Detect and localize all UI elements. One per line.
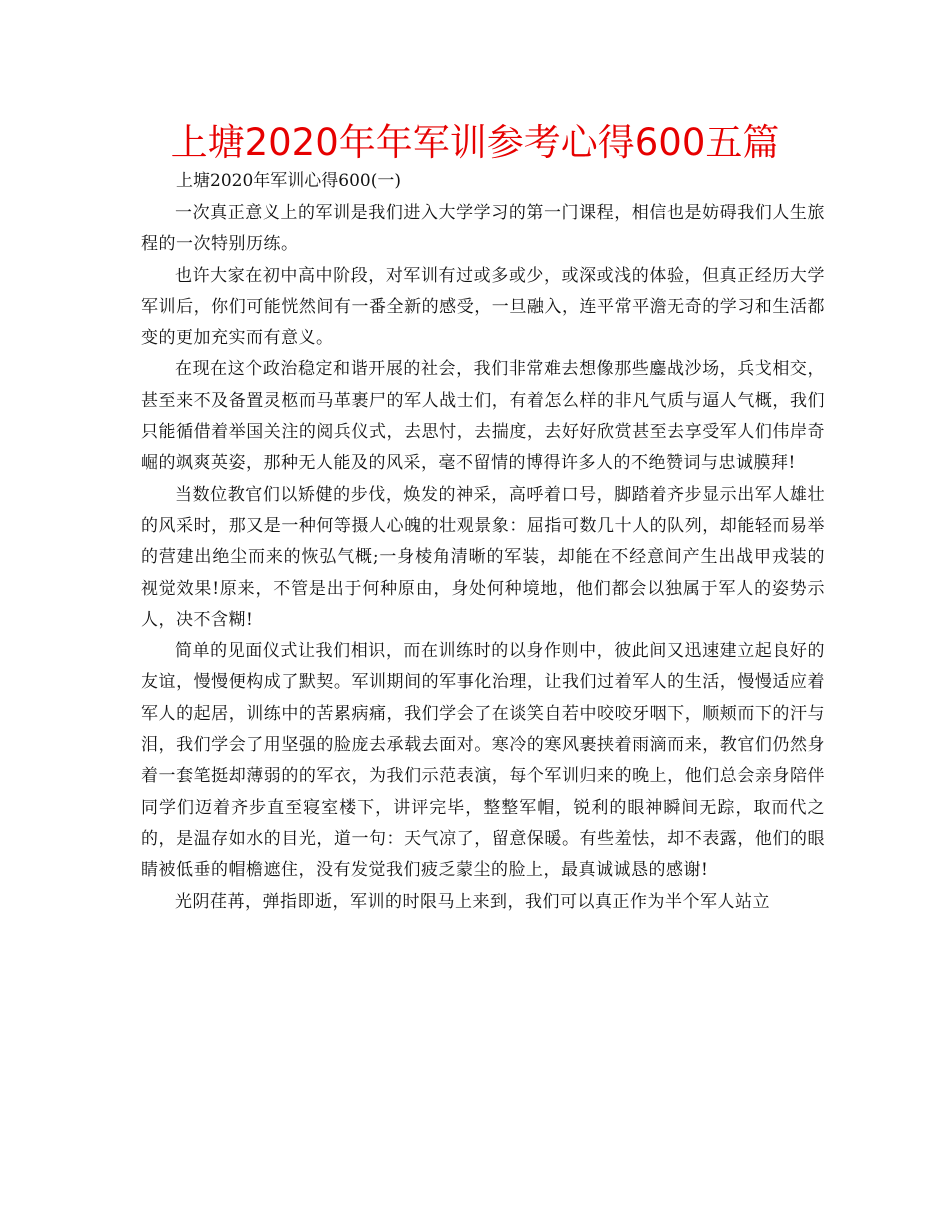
paragraph: 当数位教官们以矫健的步伐，焕发的神采，高呼着口号，脚踏着齐步显示出军人雄壮的风采时，那又是一种何等摄人心魄的壮观景象：屈指可数几十人的队列，却能轻而易举的营建出绝尘而来的恢弘气概;一身棱角清晰的军装，却能在不经意间产生出战甲戎装的视觉效果!原来，不管是出于何种原由，身处何种境地，他们都会以独属于军人的姿势示人，决不含糊!: [141, 484, 825, 630]
paragraph: 在现在这个政治稳定和谐开展的社会，我们非常难去想像那些鏖战沙场，兵戈相交，甚至来不及备置灵柩而马革裹尸的军人战士们，有着怎么样的非凡气质与逼人气概，我们只能循借着举国关注的阅兵仪式，去思忖，去揣度，去好好欣赏甚至去享受军人们伟岸奇崛的飒爽英姿，那种无人能及的风采，毫不留情的博得许多人的不绝赞词与忠诚膜拜!: [141, 359, 825, 474]
document-title: 上塘2020年年军训参考心得600五篇: [170, 121, 780, 164]
paragraph: 光阴荏苒，弹指即逝，军训的时限马上来到，我们可以真正作为半个军人站立: [175, 891, 770, 912]
paragraph: 也许大家在初中高中阶段，对军训有过或多或少，或深或浅的体验，但真正经历大学军训后，你们可能恍然间有一番全新的感受，一旦融入，连平常平澹无奇的学习和生活都变的更加充实而有意义。: [141, 265, 825, 349]
paragraph: 一次真正意义上的军训是我们进入大学学习的第一门课程，相信也是妨碍我们人生旅程的一次特别历练。: [141, 203, 825, 255]
paragraph: 简单的见面仪式让我们相识，而在训练时的以身作则中，彼此间又迅速建立起良好的友谊，慢慢便构成了默契。军训期间的军事化治理，让我们过着军人的生活，慢慢适应着军人的起居，训练中的苦累病痛，我们学会了在谈笑自若中咬咬牙咽下，顺颊而下的汗与泪，我们学会了用坚强的脸庞去承载去面对。寒冷的寒风裹挟着雨滴而来，教官们仍然身着一套笔挺却薄弱的的军衣，为我们示范表演，每个军训归来的晚上，他们总会亲身陪伴同学们迈着齐步直至寝室楼下，讲评完毕，整整军帽，锐利的眼神瞬间无踪，取而代之的，是温存如水的目光，道一句：天气凉了，留意保暖。有些羞怯，却不表露，他们的眼睛被低垂的帽檐遮住，没有发觉我们疲乏蒙尘的脸上，最真诚诚恳的感谢!: [141, 641, 825, 881]
document-body: [141, 198, 825, 918]
document-subtitle: 上塘2020年军训心得600(一): [176, 171, 401, 191]
